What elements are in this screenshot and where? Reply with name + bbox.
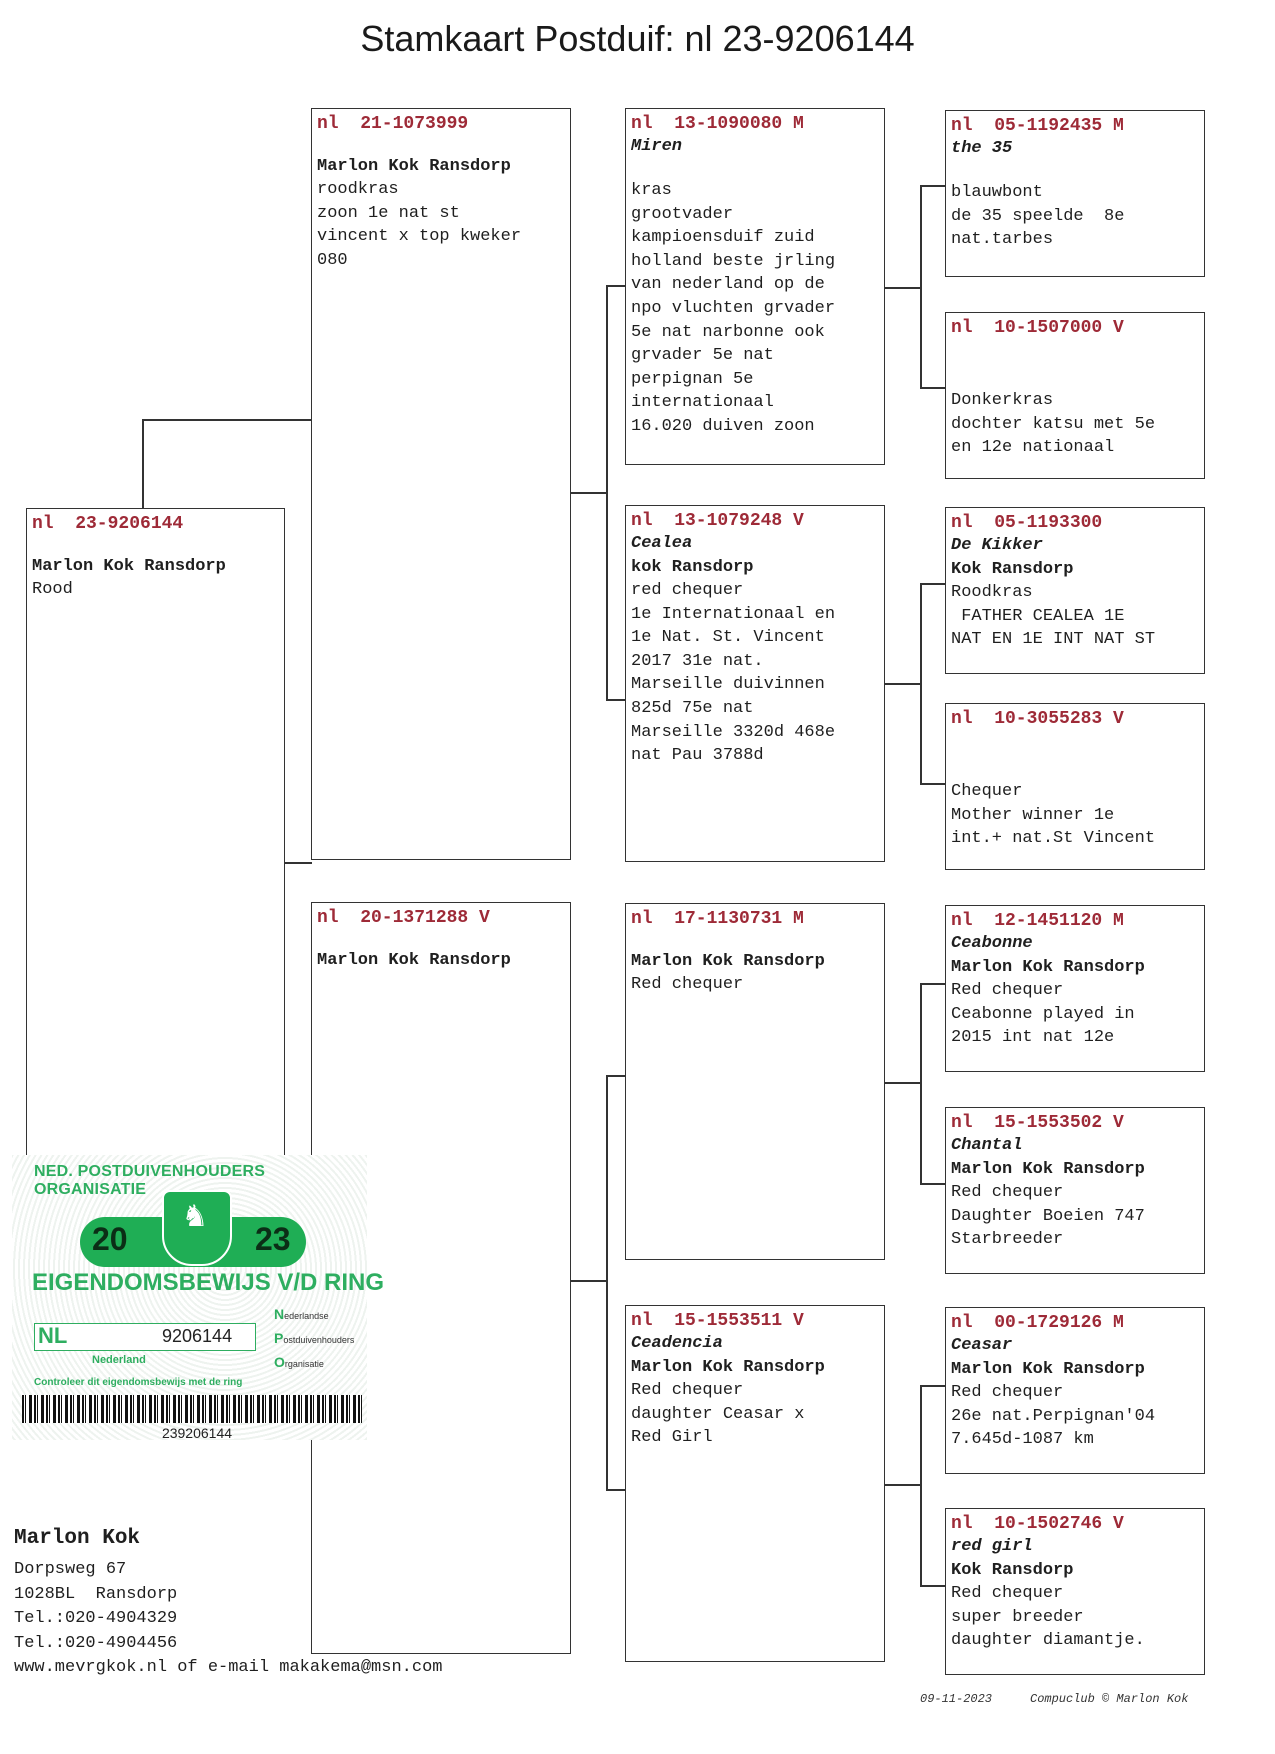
breeder-tel-2: Tel.:020-4904456 — [14, 1634, 178, 1653]
card-npo-line: ostduivenhouders — [283, 1335, 355, 1345]
subject-box — [26, 508, 285, 1160]
paternal-grandmother-box — [625, 505, 885, 862]
connector-subject-father — [142, 419, 144, 509]
pigeon-name: Cealea — [631, 534, 693, 553]
card-organisation: NED. POSTDUIVENHOUDERS ORGANISATIE — [34, 1163, 266, 1198]
ggp-mfm-box — [945, 1107, 1205, 1274]
ring-number: nl 13-1090080 M — [631, 114, 804, 134]
description-line: roodkras — [317, 180, 399, 199]
description-line: Marseille duivinnen — [631, 675, 825, 695]
description-line: npo vluchten grvader — [631, 298, 836, 318]
description-line: 1e Internationaal en — [631, 604, 836, 624]
connector-ff — [884, 287, 922, 289]
description-line: perpignan 5e — [631, 369, 754, 389]
description-line: van nederland op de — [631, 275, 825, 295]
card-npo-line: ederlandse — [284, 1311, 329, 1321]
card-year-right: 23 — [255, 1221, 291, 1257]
description-line: Roodkras — [951, 583, 1033, 602]
paternal-grandfather-box — [625, 108, 885, 465]
connector-mf-v — [920, 983, 922, 1184]
description-line: Rood — [32, 580, 73, 599]
card-country-name: Nederland — [92, 1354, 146, 1366]
description-line: NAT EN 1E INT NAT ST — [951, 630, 1156, 650]
connector-fm-bottom — [920, 783, 946, 785]
owner: Marlon Kok Ransdorp — [317, 951, 511, 970]
description-line: grootvader — [631, 204, 734, 224]
father-box — [311, 108, 571, 860]
description-line: FATHER CEALEA 1E — [951, 606, 1125, 626]
ggp-ffm-box — [945, 312, 1205, 479]
connector-mm — [884, 1484, 922, 1486]
connector-mf-top — [920, 983, 946, 985]
pigeon-name: Miren — [631, 137, 683, 156]
card-ring-number: 9206144 — [162, 1326, 233, 1346]
connector-mf — [884, 1082, 922, 1084]
ggp-fmf-box — [945, 507, 1205, 674]
description-line: Red chequer — [631, 1381, 744, 1400]
card-year-left: 20 — [92, 1221, 128, 1257]
lion-icon: ♞ — [181, 1200, 209, 1233]
description-line: internationaal — [631, 393, 774, 413]
connector-subject-father-h — [142, 419, 312, 421]
connector-mother-top — [606, 1075, 626, 1077]
pigeon-name: the 35 — [951, 139, 1013, 158]
ring-number: nl 05-1193300 — [951, 513, 1103, 533]
owner: Marlon Kok Ransdorp — [631, 1358, 825, 1377]
description-line: Daughter Boeien 747 — [951, 1206, 1145, 1226]
description-line: 080 — [317, 250, 348, 270]
page-title: Stamkaart Postduif: nl 23-9206144 — [360, 18, 915, 59]
barcode-icon — [22, 1395, 362, 1423]
breeder-web: www.mevrgkok.nl of e-mail makakema@msn.com — [14, 1658, 443, 1677]
connector-father — [570, 492, 608, 494]
maternal-grandmother-box — [625, 1305, 885, 1662]
connector-ff-top — [920, 185, 946, 187]
description-line: nat Pau 3788d — [631, 746, 764, 766]
owner: Marlon Kok Ransdorp — [951, 1160, 1145, 1179]
breeder-name: Marlon Kok — [14, 1527, 141, 1550]
breeder-street: Dorpsweg 67 — [14, 1560, 127, 1579]
description-line: Chequer — [951, 782, 1023, 801]
description-line: super breeder — [951, 1607, 1084, 1627]
description-line: de 35 speelde 8e — [951, 206, 1125, 226]
ring-number: nl 21-1073999 — [317, 114, 469, 134]
description-line: Marseille 3320d 468e — [631, 722, 836, 742]
breeder-tel-1: Tel.:020-4904329 — [14, 1609, 178, 1628]
connector-father-bottom — [606, 699, 626, 701]
owner: Marlon Kok Ransdorp — [32, 557, 226, 576]
breeder-city: 1028BL Ransdorp — [14, 1585, 178, 1604]
ring-number: nl 00-1729126 M — [951, 1313, 1124, 1333]
ring-number: nl 10-1507000 V — [951, 318, 1124, 338]
connector-fm-top — [920, 583, 946, 585]
footer-credit: Compuclub © Marlon Kok — [1030, 1692, 1189, 1706]
connector-ff-v — [920, 185, 922, 388]
card-npo-line: rganisatie — [284, 1359, 324, 1369]
description-line: 7.645d-1087 km — [951, 1430, 1094, 1450]
description-line: nat.tarbes — [951, 230, 1054, 250]
owner: Kok Ransdorp — [951, 1561, 1074, 1580]
connector-mf-bottom — [920, 1183, 946, 1185]
ring-number: nl 05-1192435 M — [951, 116, 1124, 136]
connector-fm — [884, 683, 922, 685]
ring-number: nl 10-3055283 V — [951, 709, 1124, 729]
ring-number: nl 20-1371288 V — [317, 908, 490, 928]
description-line: 2015 int nat 12e — [951, 1028, 1115, 1048]
owner: Marlon Kok Ransdorp — [317, 157, 511, 176]
owner: kok Ransdorp — [631, 558, 754, 577]
description-line: daughter diamantje. — [951, 1631, 1145, 1651]
ggp-fff-box — [945, 110, 1205, 277]
description-line: 26e nat.Perpignan'04 — [951, 1406, 1156, 1426]
connector-mm-top — [920, 1385, 946, 1387]
connector-father-v — [606, 285, 608, 700]
description-line: 16.020 duiven zoon — [631, 416, 815, 436]
pigeon-name: De Kikker — [951, 536, 1043, 555]
ggp-mff-box — [945, 905, 1205, 1072]
maternal-grandfather-box — [625, 903, 885, 1260]
ring-number: nl 13-1079248 V — [631, 511, 804, 531]
description-line: 2017 31e nat. — [631, 651, 764, 671]
description-line: red chequer — [631, 581, 744, 600]
description-line: Starbreeder — [951, 1230, 1064, 1250]
description-line: dochter katsu met 5e — [951, 414, 1156, 434]
card-country: NL — [38, 1323, 68, 1348]
description-line: blauwbont — [951, 183, 1043, 202]
description-line: vincent x top kweker — [317, 227, 522, 247]
description-line: Red chequer — [951, 1584, 1064, 1603]
ring-ownership-card — [12, 1155, 385, 1441]
connector-mm-v — [920, 1385, 922, 1586]
pigeon-name: Ceadencia — [631, 1334, 723, 1353]
owner: Marlon Kok Ransdorp — [951, 1360, 1145, 1379]
owner: Marlon Kok Ransdorp — [631, 952, 825, 971]
pigeon-name: Chantal — [951, 1136, 1023, 1155]
ring-number: nl 17-1130731 M — [631, 909, 804, 929]
description-line: Donkerkras — [951, 391, 1054, 410]
description-line: daughter Ceasar x — [631, 1404, 805, 1424]
description-line: Red chequer — [951, 1383, 1064, 1402]
description-line: 1e Nat. St. Vincent — [631, 628, 825, 648]
description-line: grvader 5e nat — [631, 346, 774, 366]
ring-number: nl 10-1502746 V — [951, 1514, 1124, 1534]
footer-date: 09-11-2023 — [920, 1692, 993, 1706]
connector-mother-v — [606, 1075, 608, 1490]
ggp-mmf-box — [945, 1307, 1205, 1474]
connector-fm-v — [920, 583, 922, 784]
owner: Marlon Kok Ransdorp — [951, 958, 1145, 977]
card-check-text: Controleer dit eigendomsbewijs met de ring — [34, 1377, 243, 1388]
description-line: holland beste jrling — [631, 251, 836, 271]
description-line: 825d 75e nat — [631, 698, 754, 718]
ring-number: nl 15-1553511 V — [631, 1311, 804, 1331]
description-line: Red Girl — [631, 1428, 713, 1448]
ring-number: nl 23-9206144 — [32, 514, 184, 534]
ring-number: nl 15-1553502 V — [951, 1113, 1124, 1133]
description-line: Red chequer — [631, 975, 744, 994]
card-npo-block: Nederlandse Postduivenhouders Organisatie — [274, 1306, 355, 1370]
connector-mm-bottom — [920, 1585, 946, 1587]
description-line: Ceabonne played in — [951, 1004, 1135, 1024]
connector-mother-bottom — [606, 1489, 626, 1491]
connector-subject-mother — [284, 862, 312, 864]
barcode-number: 239206144 — [161, 1425, 233, 1441]
ggp-fmm-box — [945, 703, 1205, 870]
ring-number: nl 12-1451120 M — [951, 911, 1124, 931]
description-line: kampioensduif zuid — [631, 228, 815, 248]
connector-mother — [570, 1280, 608, 1282]
card-title: EIGENDOMSBEWIJS V/D RING — [32, 1269, 385, 1296]
pigeon-name: Ceabonne — [951, 934, 1033, 953]
description-line: Mother winner 1e — [951, 805, 1115, 825]
connector-ff-bottom — [920, 387, 946, 389]
ggp-mmm-box — [945, 1508, 1205, 1675]
description-line: en 12e nationaal — [951, 438, 1115, 458]
description-line: Red chequer — [951, 981, 1064, 1000]
description-line: zoon 1e nat st — [317, 203, 460, 223]
pigeon-name: red girl — [951, 1537, 1033, 1556]
owner: Kok Ransdorp — [951, 560, 1074, 579]
description-line: int.+ nat.St Vincent — [951, 829, 1156, 849]
description-line: Red chequer — [951, 1183, 1064, 1202]
pigeon-name: Ceasar — [951, 1336, 1013, 1355]
description-line: kras — [631, 181, 672, 200]
description-line: 5e nat narbonne ook — [631, 322, 825, 342]
connector-father-top — [606, 285, 626, 287]
